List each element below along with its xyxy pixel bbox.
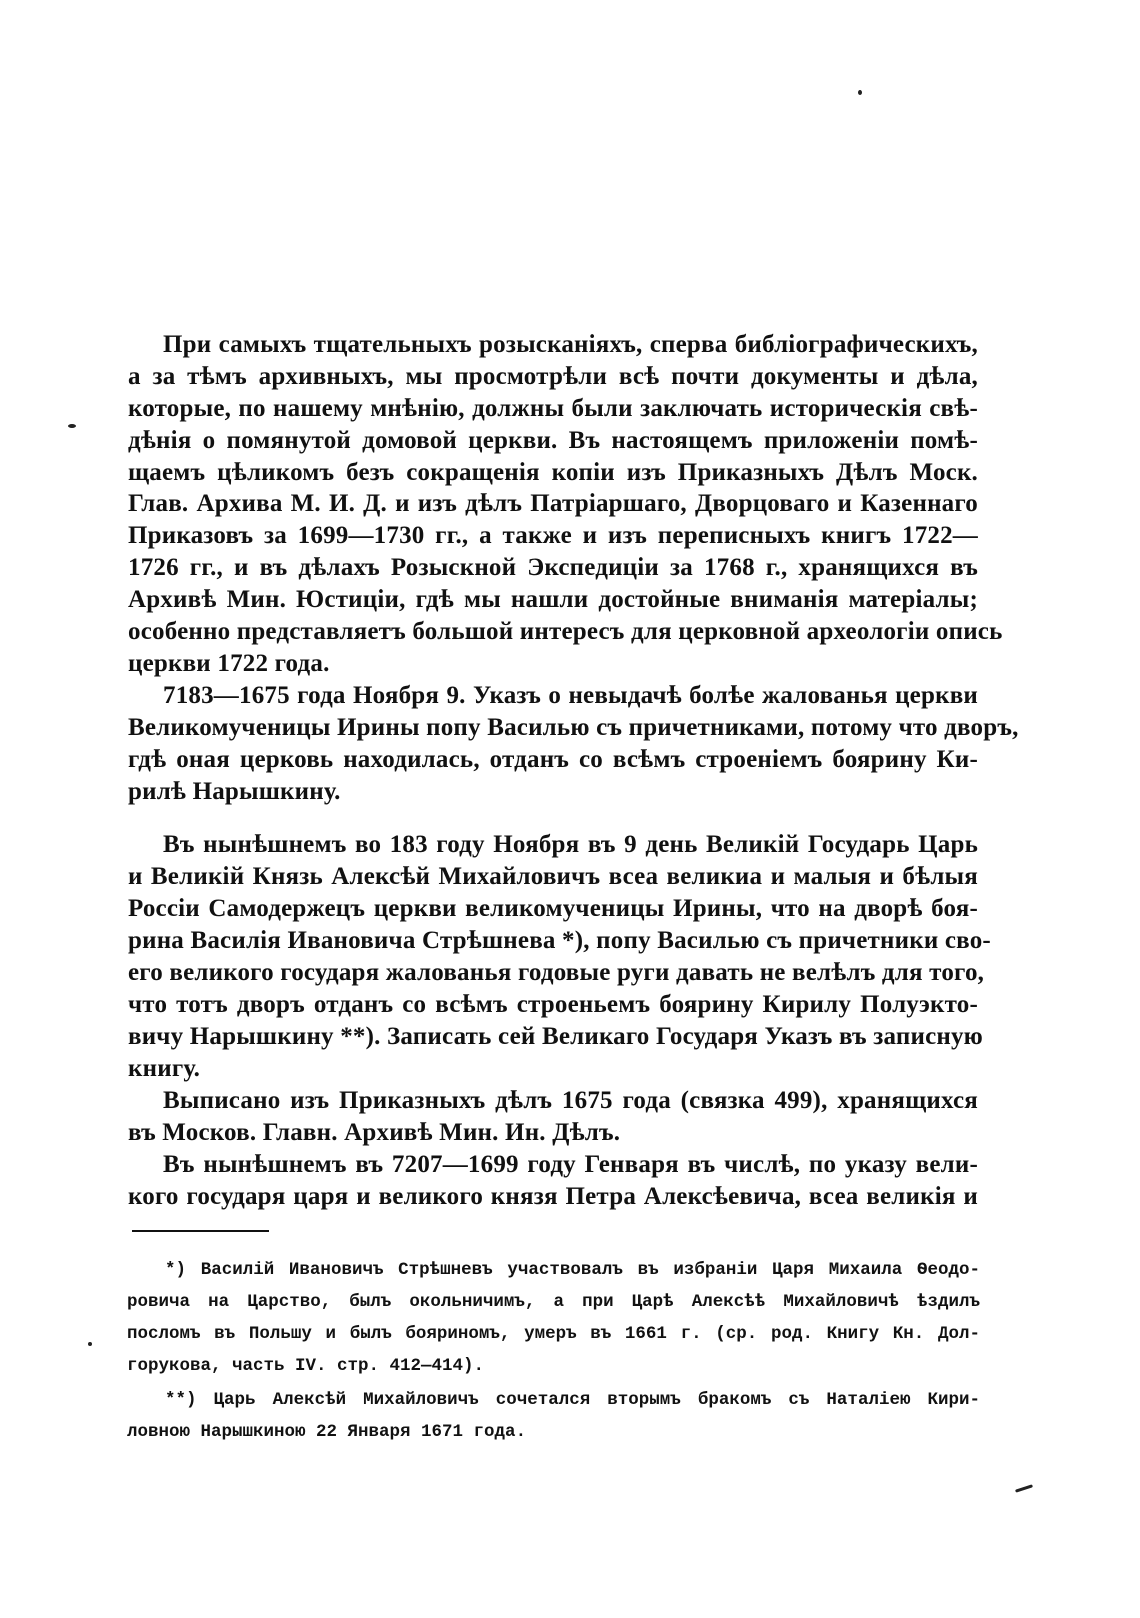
text-line: рина Василія Ивановича Стрѣшнева *), попу Василью съ причетники сво- [128, 927, 991, 954]
text-line: Въ нынѣшнемъ во 183 году Ноября въ 9 день Великій Государь Царь [163, 831, 978, 858]
text-line: При самыхъ тщательныхъ розысканіяхъ, сперва библіографическихъ, [163, 331, 978, 358]
text-line: его великого государя жалованья годовые руги давать не велѣлъ для того, [128, 959, 985, 986]
text-line: гдѣ оная церковь находилась, отданъ со всѣмъ строеніемъ боярину Ки- [128, 746, 978, 773]
text-line: Глав. Архива М. И. Д. и изъ дѣлъ Патріаршаго, Дворцоваго и Казеннаго [128, 490, 978, 517]
text-line: 1726 гг., и въ дѣлахъ Розыскной Экспедиціи за 1768 г., хранящихся въ [128, 554, 978, 581]
text-line: Архивѣ Мин. Юстиціи, гдѣ мы нашли достойные вниманія матеріалы; [128, 586, 978, 613]
text-line: и Великій Князь Алексѣй Михайловичъ всеа великиа и малыя и бѣлыя [128, 863, 978, 890]
text-line: дѣнія о помянутой домовой церкви. Въ настоящемъ приложеніи помѣ- [128, 427, 978, 454]
speck-mark [88, 1342, 92, 1346]
footnote-line: ровича на Царство, былъ окольничимъ, а при Царѣ Алексѣѣ Михайловичѣ ѣздилъ [127, 1292, 980, 1312]
speck-mark [68, 424, 76, 428]
text-line: вичу Нарышкину **). Записать сей Великаго Государя Указъ въ записную [128, 1023, 983, 1050]
text-line: Россіи Самодержецъ церкви великомученицы Ирины, что на дворѣ боя- [128, 895, 978, 922]
text-line: церкви 1722 года. [128, 650, 330, 677]
text-line: въ Москов. Главн. Архивѣ Мин. Ин. Дѣлъ. [128, 1119, 621, 1146]
speck-mark [858, 90, 862, 95]
footnote-line: горукова, часть IV. стр. 412—414). [127, 1356, 485, 1376]
text-line: Въ нынѣшнемъ въ 7207—1699 году Генваря въ числѣ, по указу вели- [163, 1151, 978, 1178]
footnote-line: ловною Нарышкиною 22 Января 1671 года. [127, 1422, 527, 1442]
footnote-line: *) Василій Ивановичъ Стрѣшневъ участвовалъ въ избраніи Царя Михаила Ѳеодо- [165, 1260, 980, 1280]
text-line: Великомученицы Ирины попу Василью съ причетниками, потому что дворъ, [128, 714, 1019, 741]
footnote-line: **) Царь Алексѣй Михайловичъ сочетался вторымъ бракомъ съ Наталіею Кири- [165, 1390, 980, 1410]
footnote-rule [132, 1230, 269, 1232]
text-line: особенно представляетъ большой интересъ для церковной археологіи опись [128, 618, 1003, 645]
text-line: которые, по нашему мнѣнію, должны были заключать историческія свѣ- [128, 395, 978, 422]
text-line: что тотъ дворъ отданъ со всѣмъ строеньемъ боярину Кирилу Полуэкто- [128, 991, 978, 1018]
text-line: книгу. [128, 1055, 201, 1082]
speck-mark [1015, 1484, 1033, 1492]
text-line: 7183—1675 года Ноября 9. Указъ о невыдачѣ болѣе жалованья церкви [163, 682, 978, 709]
text-line: Выписано изъ Приказныхъ дѣлъ 1675 года (связка 499), хранящихся [163, 1087, 978, 1114]
text-line: а за тѣмъ архивныхъ, мы просмотрѣли всѣ почти документы и дѣла, [128, 363, 978, 390]
footnote-line: посломъ въ Польшу и былъ бояриномъ, умеръ въ 1661 г. (ср. род. Книгу Кн. Дол- [127, 1324, 980, 1344]
text-line: кого государя царя и великого князя Петра Алексѣевича, всеа великія и [128, 1183, 978, 1210]
text-line: Приказовъ за 1699—1730 гг., а также и изъ переписныхъ книгъ 1722— [128, 522, 978, 549]
text-line: рилѣ Нарышкину. [128, 778, 341, 805]
text-line: щаемъ цѣликомъ безъ сокращенія копіи изъ Приказныхъ Дѣлъ Моск. [128, 459, 978, 486]
